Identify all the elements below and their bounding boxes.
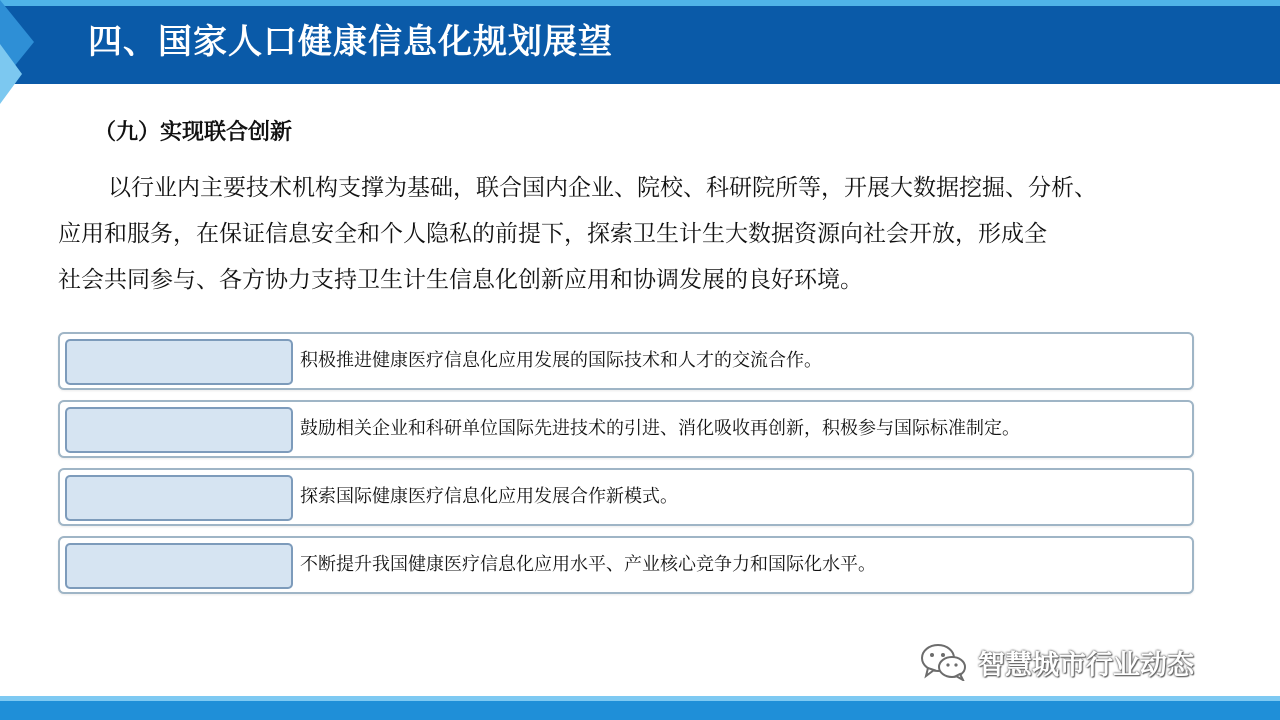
- header-accent-stripe: [0, 0, 1280, 6]
- wechat-account-badge: [920, 640, 1194, 684]
- item-tag-box: [65, 339, 293, 385]
- bottom-bar-highlight: [0, 696, 1280, 701]
- paragraph-line: 应用和服务，在保证信息安全和个人隐私的前提下，探索卫生计生大数据资源向社会开放，形成全: [58, 221, 1047, 247]
- list-item: [58, 468, 1194, 526]
- item-tag-box: [65, 475, 293, 521]
- header-band: [0, 0, 1280, 84]
- paragraph-line: 社会共同参与、各方协力支持卫生计生信息化创新应用和协调发展的良好环境。: [58, 267, 863, 293]
- item-text: 鼓励相关企业和科研单位国际先进技术的引进、消化吸收再创新，积极参与国际标准制定。: [300, 418, 1020, 439]
- bottom-bar: [0, 696, 1280, 720]
- item-text: 积极推进健康医疗信息化应用发展的国际技术和人才的交流合作。: [300, 350, 822, 371]
- item-tag-box: [65, 407, 293, 453]
- header-left-triangle-decoration-light: [0, 44, 22, 104]
- wechat-account-name: 智慧城市行业动态: [978, 649, 1194, 681]
- item-tag-box: [65, 543, 293, 589]
- page-title: 四、国家人口健康信息化规划展望: [88, 22, 613, 62]
- list-item: [58, 400, 1194, 458]
- list-item: [58, 536, 1194, 594]
- body-paragraph: [58, 165, 1258, 303]
- paragraph-line: 以行业内主要技术机构支撑为基础，联合国内企业、院校、科研院所等，开展大数据挖掘、分析、: [108, 175, 1097, 201]
- list-item: [58, 332, 1194, 390]
- item-text: 探索国际健康医疗信息化应用发展合作新模式。: [300, 486, 678, 507]
- item-text: 不断提升我国健康医疗信息化应用水平、产业核心竞争力和国际化水平。: [300, 554, 876, 575]
- section-title: （九）实现联合创新: [94, 120, 293, 145]
- wechat-icon: [920, 643, 968, 681]
